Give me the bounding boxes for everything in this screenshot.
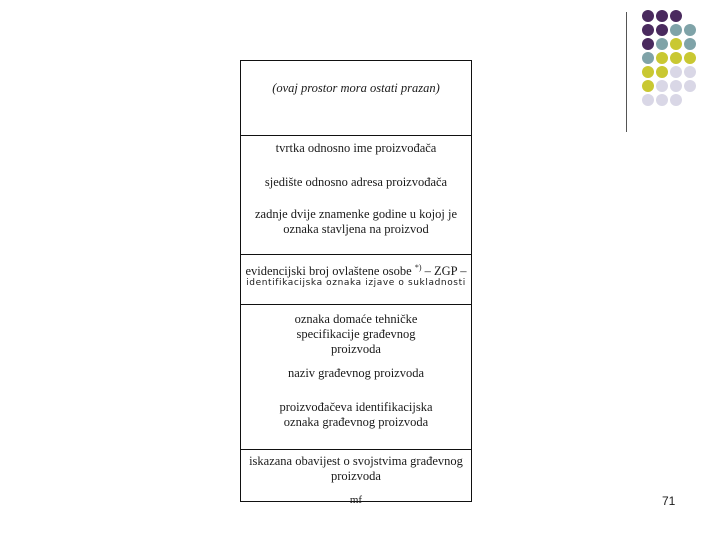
divider [241, 449, 471, 450]
properties-field: iskazana obavijest o svojstvima građevnog proizvoda [249, 454, 463, 483]
decorative-dot [670, 24, 682, 36]
marking-form-box [240, 60, 472, 506]
decorative-dot [670, 10, 682, 22]
registry-number-label: evidencijski broj ovlaštene osobe [245, 264, 412, 279]
empty-space-note: (ovaj prostor mora ostati prazan) [272, 81, 440, 95]
decorative-dot [656, 80, 668, 92]
decorative-dot [684, 38, 696, 50]
decorative-dot [656, 38, 668, 50]
decorative-dot [642, 24, 654, 36]
decorative-dot [642, 80, 654, 92]
decorative-dot [684, 24, 696, 36]
decorative-divider-line [626, 12, 627, 132]
registry-number-suffix: – ZGP – [424, 264, 467, 279]
manufacturer-address-field: sjedište odnosno adresa proizvođača [264, 175, 448, 189]
product-id-field: proizvođačeva identifikacijska oznaka građevnog proizvoda [279, 400, 433, 429]
divider [241, 254, 471, 255]
decorative-dot [684, 52, 696, 64]
decorative-dot [670, 80, 682, 92]
product-name-field: naziv građevnog proizvoda [287, 366, 425, 380]
decorative-dot [656, 10, 668, 22]
decorative-dot [670, 38, 682, 50]
decorative-dot [642, 38, 654, 50]
decorative-dot [684, 80, 696, 92]
decorative-dot-grid [640, 10, 720, 120]
footer-initials: mf [349, 494, 363, 506]
decorative-dot [670, 52, 682, 64]
conformity-id-field: identifikacijska oznaka izjave o sukladnosti [246, 278, 466, 288]
decorative-dot [656, 52, 668, 64]
year-digits-field: zadnje dvije znamenke godine u kojoj je oznaka stavljena na proizvod [255, 207, 458, 236]
manufacturer-name-field: tvrtka odnosno ime proizvođača [275, 141, 437, 155]
decorative-dot [656, 94, 668, 106]
divider [241, 135, 471, 136]
decorative-dot [670, 94, 682, 106]
decorative-dot [656, 66, 668, 78]
decorative-dot [642, 94, 654, 106]
page-number: 71 [662, 494, 676, 508]
decorative-dot [642, 66, 654, 78]
divider [241, 304, 471, 305]
decorative-dot [642, 10, 654, 22]
decorative-dot [670, 66, 682, 78]
tech-spec-field: oznaka domaće tehničke specifikacije građevnog proizvoda [294, 312, 418, 356]
decorative-dot [656, 24, 668, 36]
registry-number-footnote-mark: *) [414, 263, 422, 272]
decorative-dot [684, 66, 696, 78]
decorative-dot [642, 52, 654, 64]
